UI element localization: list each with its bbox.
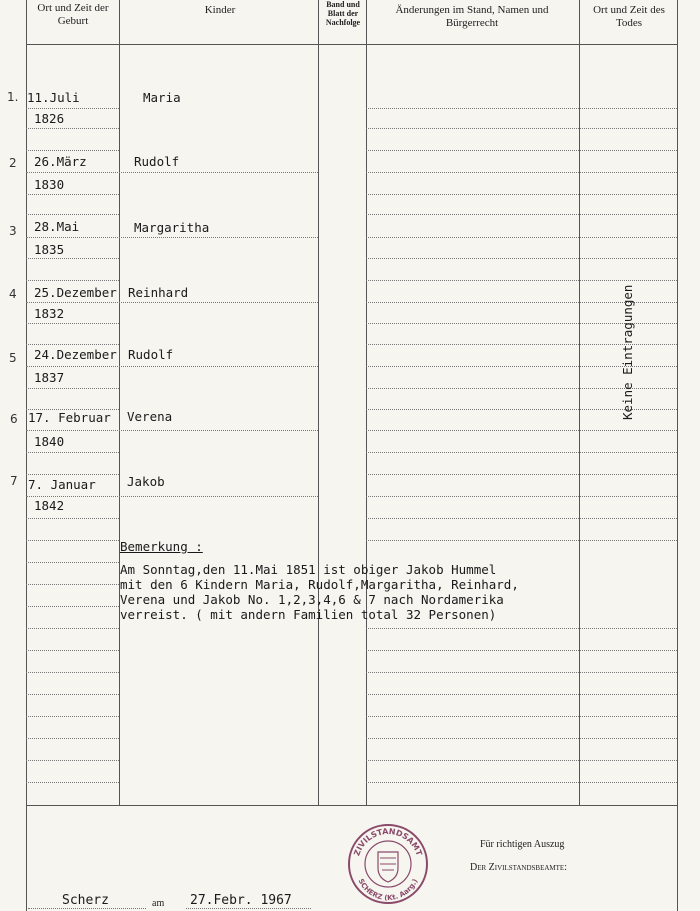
header-birth: Ort und Zeit der Geburt [37, 2, 109, 27]
birth-date: 11.Juli [27, 90, 80, 105]
svg-text:ZIVILSTANDSAMT [352, 827, 424, 858]
birth-year: 1826 [34, 111, 65, 126]
entry-number: 2 [9, 156, 17, 170]
remark-line: Verena und Jakob No. 1,2,3,4,6 & 7 nach Nordamerika [120, 592, 504, 607]
outer-line [26, 805, 27, 911]
birth-year: 1832 [34, 306, 65, 321]
child-name: Reinhard [128, 285, 189, 300]
remark-title: Bemerkung : [120, 539, 203, 554]
birth-date: 17. Februar [28, 410, 111, 425]
birth-year: 1837 [34, 370, 65, 385]
footer-rule [26, 805, 677, 806]
birth-date: 26.März [34, 154, 87, 169]
entry-number: 3 [9, 224, 17, 238]
seal-text-top: ZIVILSTANDSAMT [352, 826, 424, 858]
seal-text-bottom: SCHERZ (Kt. Aarg.) [356, 877, 420, 903]
entry-number: 5 [9, 351, 17, 365]
birth-date: 28.Mai [34, 219, 80, 234]
remark-line: mit den 6 Kindern Maria, Rudolf,Margaritha, Reinhard, [120, 577, 519, 592]
remark-line: verreist. ( mit andern Familien total 32 Personen) [120, 607, 497, 622]
column-line [579, 0, 580, 805]
date-line [186, 908, 311, 909]
header-children: Kinder [204, 4, 236, 16]
issue-date: 27.Febr. 1967 [190, 893, 292, 908]
am-label: am [152, 898, 165, 909]
column-line [318, 0, 319, 805]
column-line [26, 0, 27, 805]
child-name: Verena [127, 409, 173, 424]
official-title: Der Zivilstandsbeamte: [470, 862, 567, 873]
birth-year: 1830 [34, 177, 65, 192]
place: Scherz [62, 893, 109, 908]
remark-line: Am Sonntag,den 11.Mai 1851 ist obiger Jakob Hummel [120, 562, 497, 577]
child-name: Margaritha [134, 220, 210, 235]
birth-year: 1842 [34, 498, 65, 513]
header-death: Ort und Zeit des Todes [593, 4, 665, 29]
child-name: Rudolf [134, 154, 180, 169]
header-volume: Band und Blatt der Nachfolge [325, 0, 361, 27]
birth-date: 24.Dezember [34, 347, 117, 362]
birth-year: 1840 [34, 434, 65, 449]
entry-number: 4 [9, 287, 17, 301]
header-changes: Änderungen im Stand, Namen und Bürgerrecht [395, 4, 549, 29]
svg-text:SCHERZ (Kt. Aarg.) [357, 878, 420, 903]
column-line [366, 0, 367, 805]
birth-date: 25.Dezember [34, 285, 117, 300]
column-line [677, 0, 678, 805]
death-note: Keine Eintragungen [620, 284, 635, 420]
birth-date: 7. Januar [28, 477, 96, 492]
child-name: Rudolf [128, 347, 174, 362]
header-rule [26, 44, 677, 45]
excerpt-note: Für richtigen Auszug [480, 839, 565, 850]
place-line [28, 908, 146, 909]
child-name: Jakob [127, 474, 165, 489]
child-name: Maria [143, 90, 181, 105]
official-seal [346, 822, 430, 906]
entry-number: 6 [10, 412, 18, 426]
outer-line [677, 805, 678, 911]
entry-number: 7 [10, 474, 18, 488]
birth-year: 1835 [34, 242, 65, 257]
entry-number: 1. [7, 90, 19, 104]
column-line [119, 0, 120, 805]
